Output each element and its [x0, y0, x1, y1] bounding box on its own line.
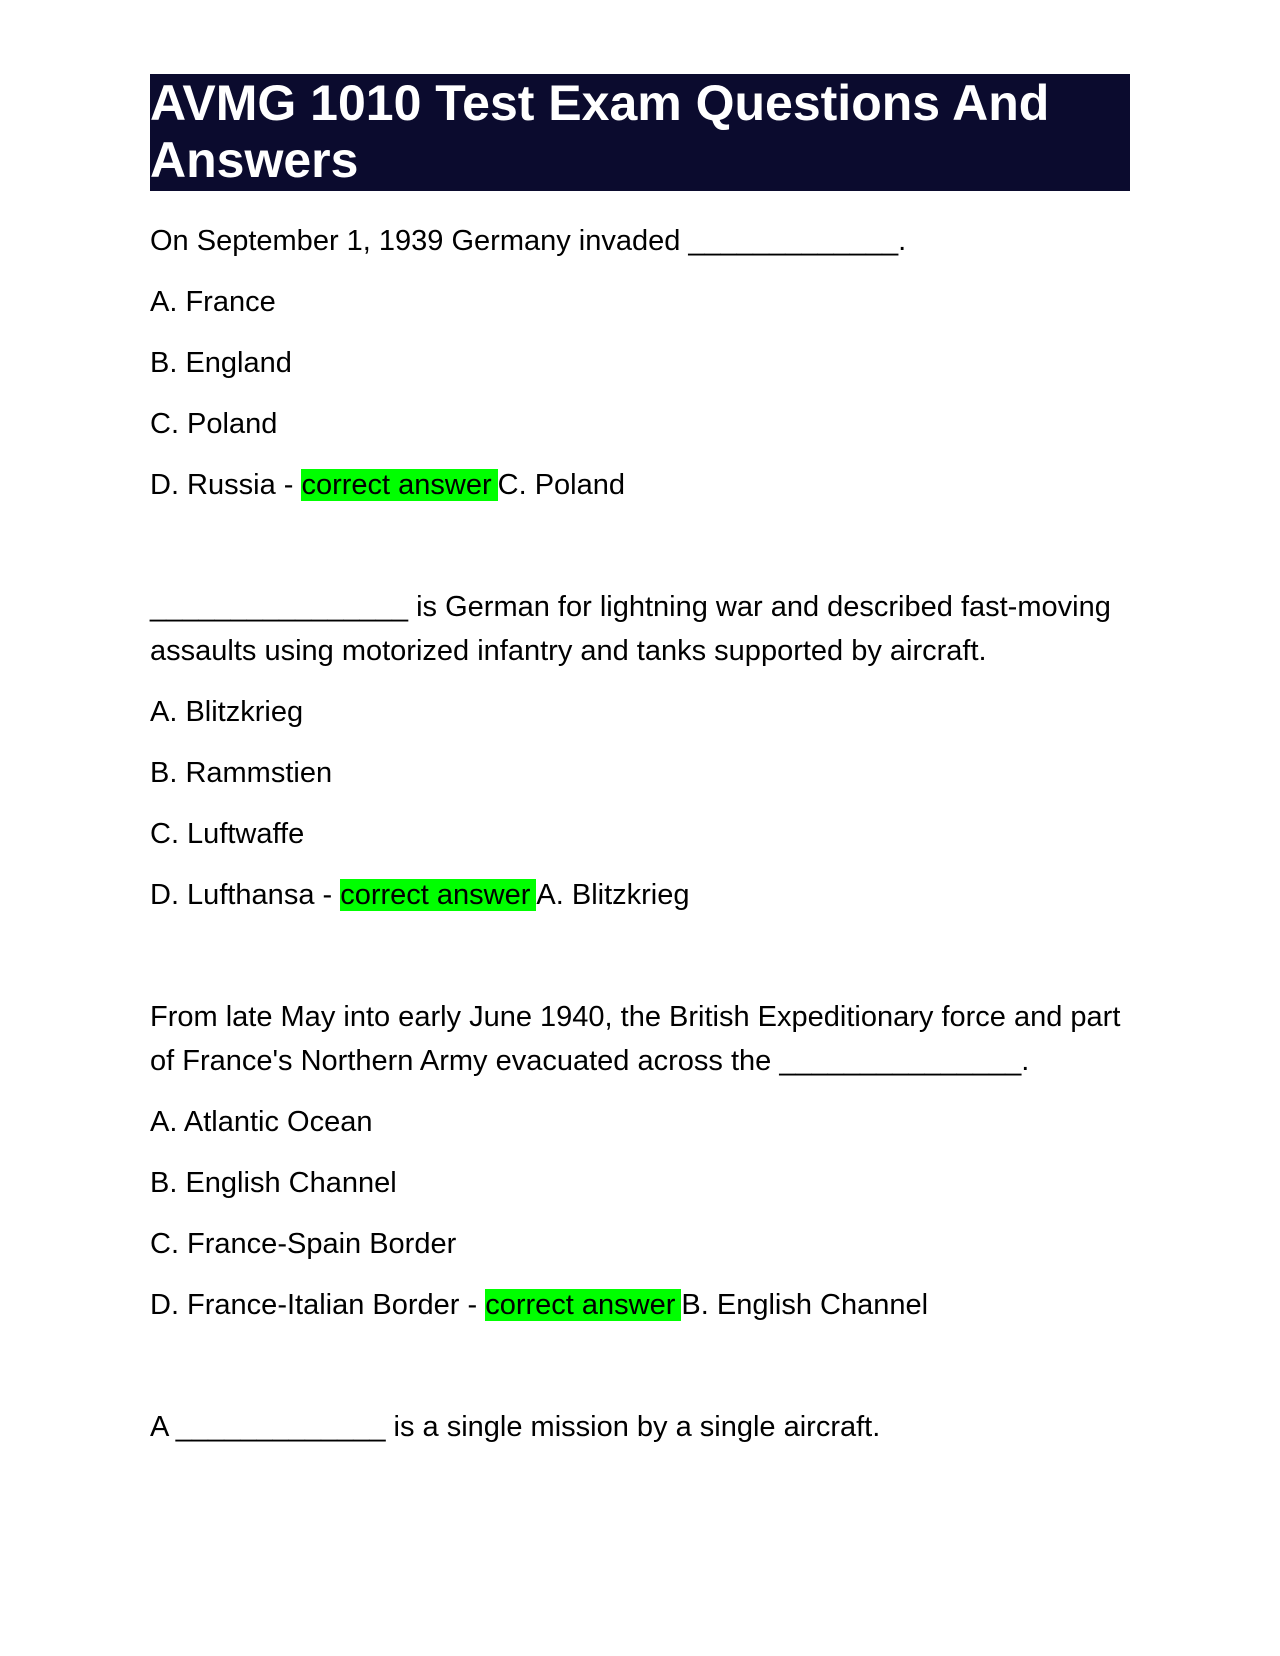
option-b: B. Rammstien: [150, 757, 333, 789]
question-block-1: [150, 219, 1130, 507]
answer-value: B. English Channel: [681, 1289, 929, 1321]
option-b: B. English Channel: [150, 1167, 397, 1199]
question-block-2: [150, 585, 1130, 917]
option-b: B. England: [150, 347, 292, 379]
option-c: C. Luftwaffe: [150, 818, 305, 850]
answer-value: C. Poland: [497, 469, 626, 501]
correct-answer-highlight: correct answer: [485, 1289, 681, 1321]
option-c: C. France-Spain Border: [150, 1228, 457, 1260]
option-d-with-answer: [150, 463, 1130, 507]
option-c: C. Poland: [150, 408, 278, 440]
option-d: D. France-Italian Border -: [150, 1289, 486, 1321]
question-text: ________________ is German for lightning war and described fast-moving assaults using motorized infantry and tanks supported by aircraft.: [150, 591, 1111, 667]
question-block-3: [150, 995, 1130, 1327]
correct-answer-highlight: correct answer: [301, 469, 497, 501]
option-d: D. Russia -: [150, 469, 302, 501]
option-d: D. Lufthansa -: [150, 879, 341, 911]
option-a: A. Atlantic Ocean: [150, 1106, 373, 1138]
option-d-with-answer: [150, 873, 1130, 917]
question-text: On September 1, 1939 Germany invaded _____________.: [150, 225, 907, 257]
answer-value: A. Blitzkrieg: [536, 879, 690, 911]
document-page: [150, 74, 1130, 1449]
option-a: A. Blitzkrieg: [150, 696, 304, 728]
correct-answer-highlight: correct answer: [340, 879, 536, 911]
option-a: A. France: [150, 286, 276, 318]
question-text: A _____________ is a single mission by a single aircraft.: [150, 1411, 881, 1443]
document-title: AVMG 1010 Test Exam Questions And Answers: [150, 74, 1130, 191]
question-text: From late May into early June 1940, the British Expeditionary force and part of France's Northern Army evacuated across the _______________.: [150, 1001, 1121, 1077]
option-d-with-answer: [150, 1283, 1130, 1327]
question-block-4: [150, 1405, 1130, 1449]
